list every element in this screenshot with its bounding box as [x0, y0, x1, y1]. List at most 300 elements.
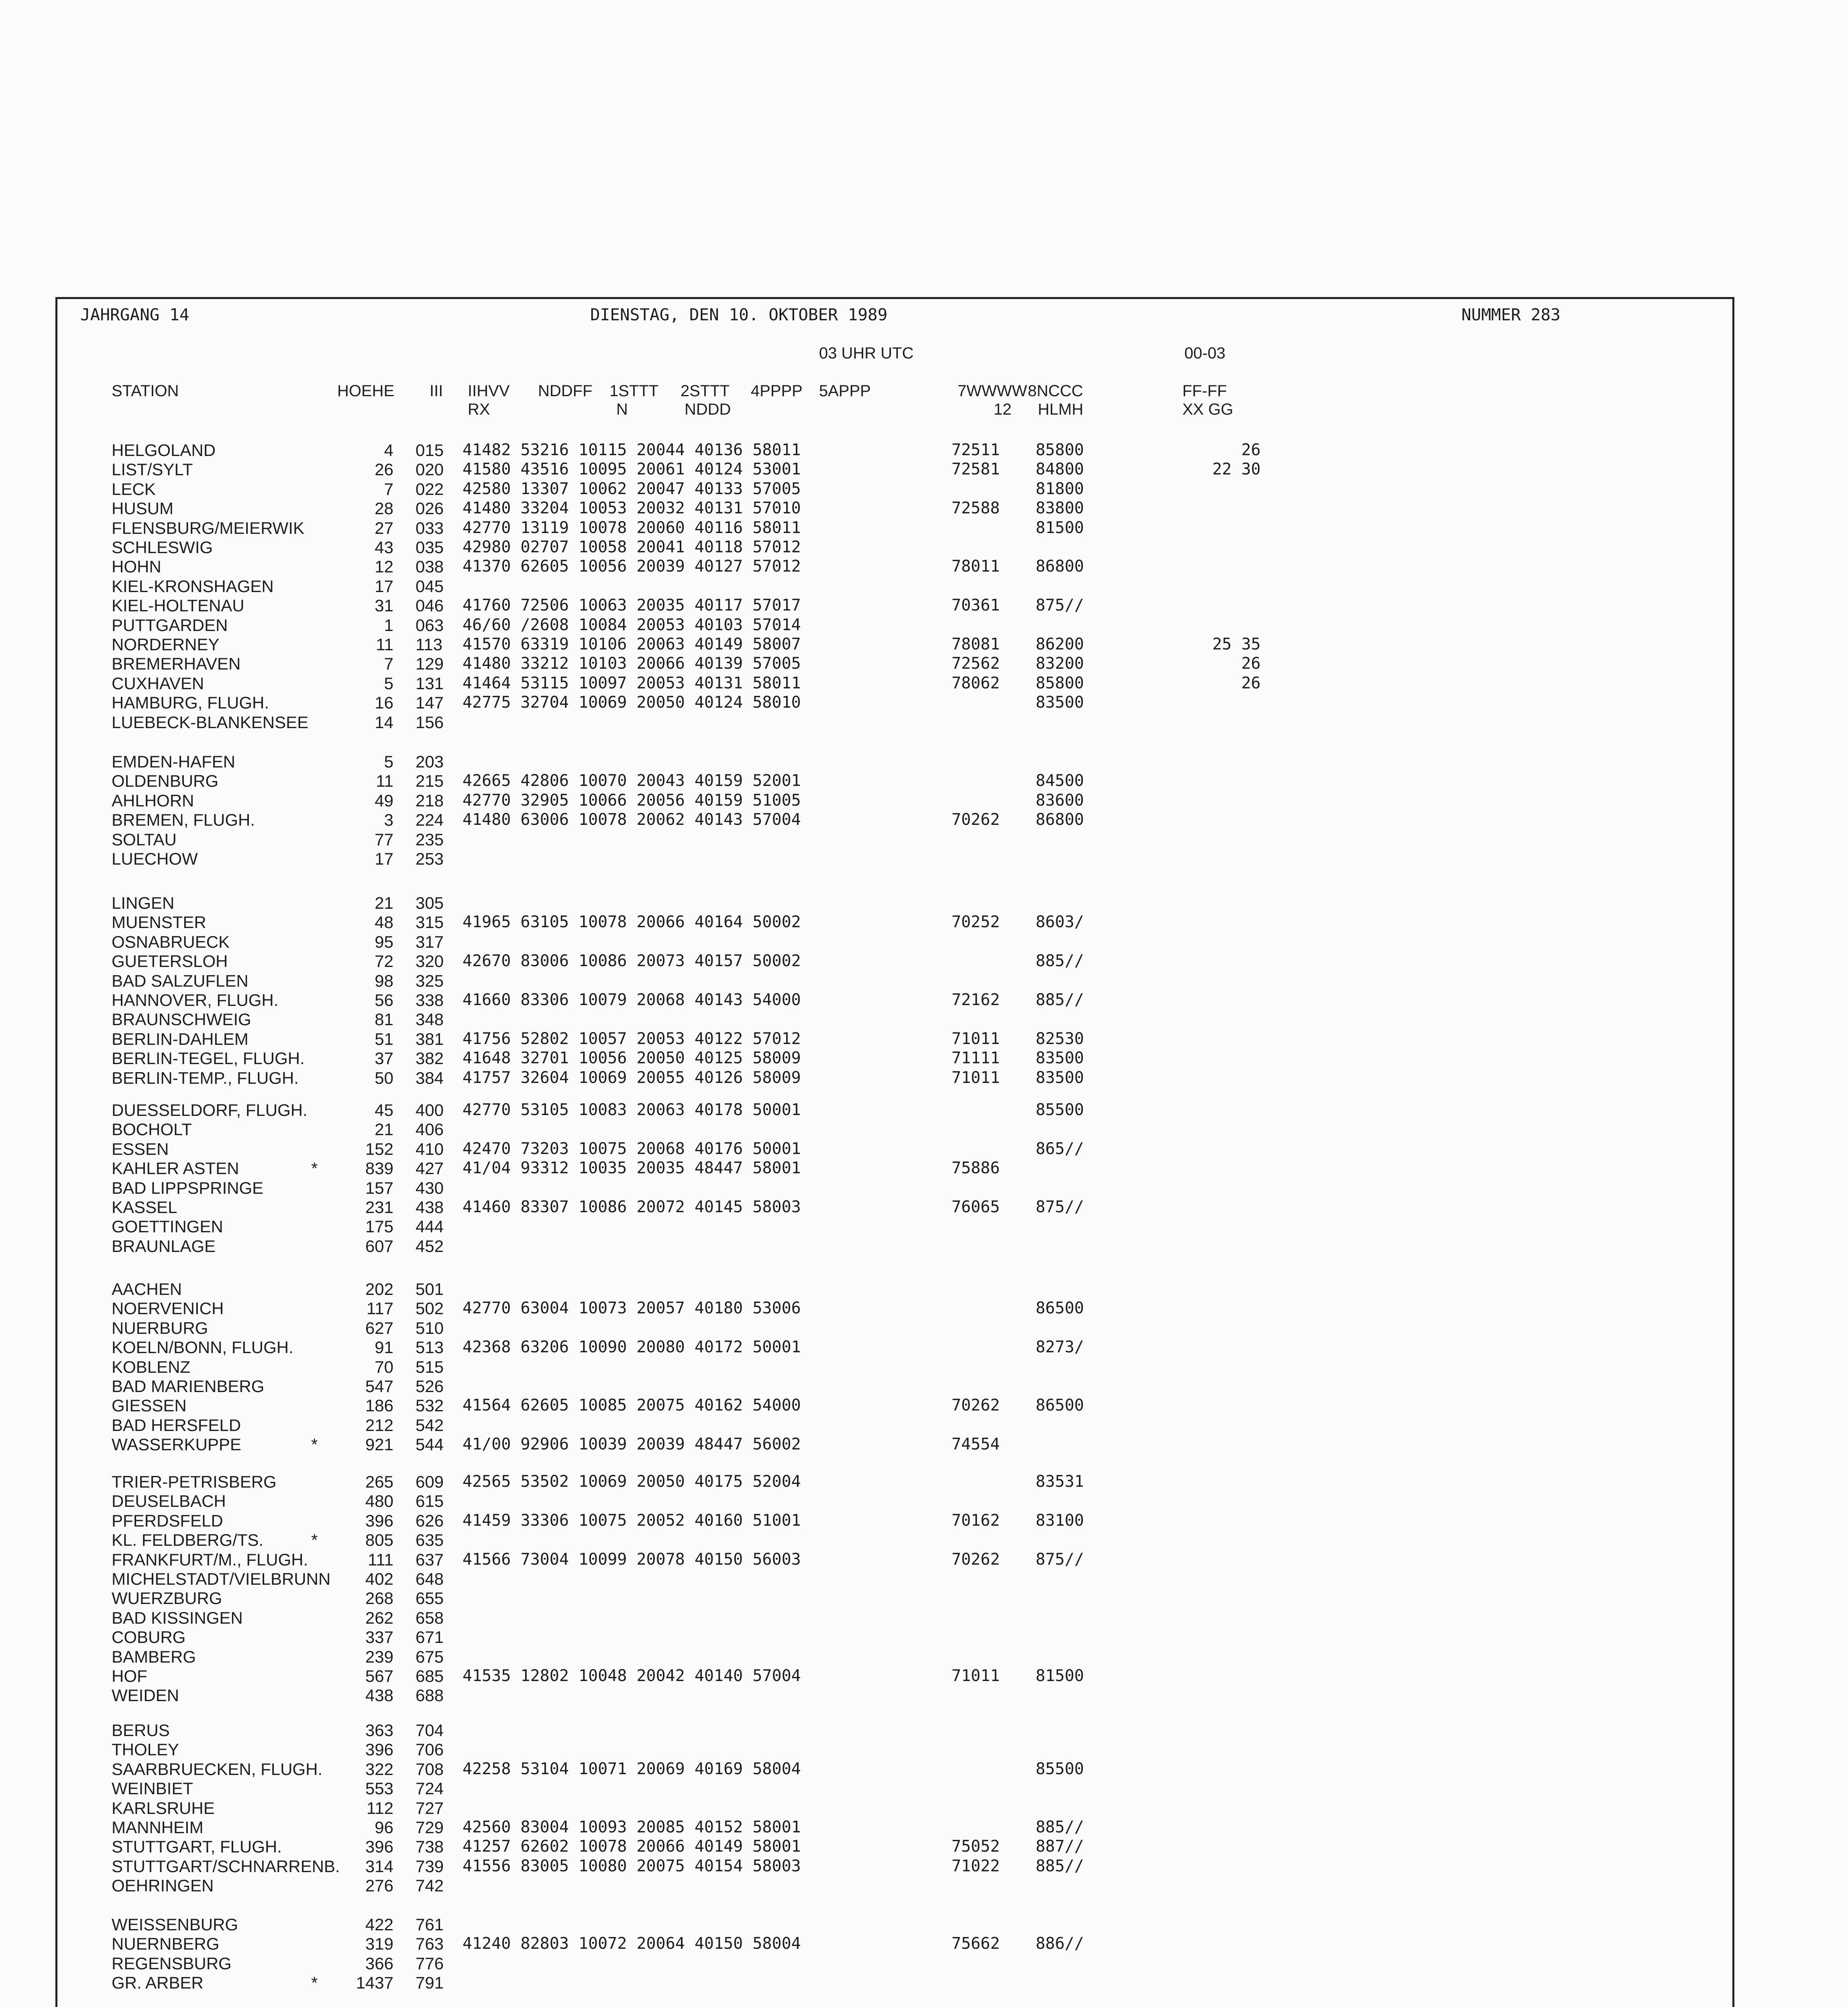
station-height: 337 [365, 1628, 393, 1647]
col-2sttt-header: 2STTT [681, 382, 730, 400]
station-name: BAD HERSFELD [112, 1415, 241, 1435]
station-number: 532 [416, 1396, 444, 1415]
station-height: 11 [376, 771, 393, 791]
station-height: 77 [375, 830, 393, 849]
cloud-group: 83800 [1035, 499, 1084, 518]
station-number: 615 [416, 1492, 444, 1511]
table-row [0, 952, 1848, 971]
station-number: 022 [416, 479, 444, 499]
station-height: 72 [375, 952, 393, 971]
station-name: AHLHORN [112, 791, 194, 810]
station-number: 129 [416, 654, 444, 674]
station-number: 218 [416, 791, 444, 810]
table-row [0, 693, 1848, 712]
station-name: THOLEY [112, 1740, 179, 1759]
station-number: 325 [416, 971, 444, 990]
synop-groups: 41482 53216 10115 20044 40136 58011 [463, 441, 801, 459]
synop-groups: 42258 53104 10071 20069 40169 58004 [463, 1759, 801, 1778]
table-row [0, 913, 1848, 932]
table-row [0, 1069, 1848, 1088]
station-name: NUERBURG [112, 1318, 208, 1337]
station-name: GR. ARBER [112, 1973, 204, 1993]
synop-groups: 41756 52802 10057 20053 40122 57012 [463, 1029, 801, 1048]
col-7wwww-header: 7WWWW [958, 382, 1027, 400]
station-number: 658 [416, 1608, 444, 1627]
table-row [0, 499, 1848, 518]
table-row [0, 1779, 1848, 1798]
synop-groups: 41/00 92906 10039 20039 48447 56002 [463, 1435, 801, 1454]
station-height: 96 [375, 1818, 393, 1837]
table-row [0, 1159, 1848, 1178]
station-height: 51 [375, 1029, 393, 1048]
table-row [0, 1531, 1848, 1550]
table-row [0, 1217, 1848, 1236]
bergstation-marker: * [311, 1435, 318, 1454]
station-name: WEISSENBURG [112, 1915, 238, 1934]
station-name: SOLTAU [112, 830, 177, 849]
date-label: DIENSTAG, DEN 10. OKTOBER 1989 [590, 305, 888, 324]
table-row [0, 1721, 1848, 1740]
cloud-group: 81800 [1035, 479, 1084, 498]
synop-groups: 42670 83006 10086 20073 40157 50002 [463, 952, 801, 971]
col-4pppp-header: 4PPPP [751, 382, 803, 400]
station-name: KOELN/BONN, FLUGH. [112, 1338, 293, 1357]
synop-groups: 42770 63004 10073 20057 40180 53006 [463, 1299, 801, 1318]
station-number: 215 [416, 771, 444, 791]
synop-groups: 41760 72506 10063 20035 40117 57017 [463, 596, 801, 615]
synop-groups: 41480 63006 10078 20062 40143 57004 [463, 810, 801, 829]
station-number: 033 [416, 518, 444, 537]
cloud-group: 84800 [1035, 460, 1084, 479]
table-row [0, 1857, 1848, 1876]
table-row [0, 557, 1848, 576]
station-height: 547 [365, 1377, 393, 1396]
weather-group: 71011 [952, 1667, 1000, 1685]
synop-groups: 41580 43516 10095 20061 40124 53001 [463, 460, 801, 479]
table-row [0, 654, 1848, 674]
weather-group: 72588 [952, 499, 1000, 518]
weather-group: 70262 [952, 1396, 1000, 1415]
station-height: 396 [365, 1511, 393, 1530]
station-number: 046 [416, 596, 444, 615]
station-number: 038 [416, 557, 444, 576]
jahrgang-label: JAHRGANG 14 [80, 305, 189, 324]
station-height: 276 [365, 1876, 393, 1895]
weather-group: 71011 [952, 1068, 1000, 1087]
table-row [0, 1377, 1848, 1396]
gust-group: 26 [1241, 441, 1261, 459]
station-name: GIESSEN [112, 1396, 187, 1415]
cloud-group: 83200 [1035, 654, 1084, 673]
station-height: 553 [365, 1779, 393, 1798]
station-number: 410 [416, 1139, 444, 1158]
station-name: ESSEN [112, 1139, 169, 1158]
station-number: 338 [416, 991, 444, 1010]
table-row [0, 752, 1848, 771]
synop-groups: 41566 73004 10099 20078 40150 56003 [463, 1550, 801, 1569]
station-name: LUEBECK-BLANKENSEE [112, 712, 309, 732]
station-name: BERUS [112, 1721, 170, 1740]
synop-groups: 41757 32604 10069 20055 40126 58009 [463, 1068, 801, 1087]
col-iii-header: III [430, 382, 443, 400]
weather-group: 78062 [952, 674, 1000, 692]
station-name: LUECHOW [112, 849, 198, 868]
cloud-group: 865// [1035, 1139, 1084, 1158]
table-row [0, 1876, 1848, 1895]
weather-group: 75052 [952, 1837, 1000, 1856]
col-xxgg-header: XX GG [1182, 401, 1233, 418]
station-number: 203 [416, 752, 444, 771]
station-number: 501 [416, 1280, 444, 1299]
col-12-header: 12 [994, 401, 1012, 418]
table-row [0, 932, 1848, 952]
cloud-group: 885// [1035, 952, 1084, 971]
station-height: 319 [365, 1934, 393, 1954]
station-number: 708 [416, 1759, 444, 1779]
station-number: 763 [416, 1934, 444, 1954]
station-number: 671 [416, 1628, 444, 1647]
station-name: DUESSELDORF, FLUGH. [112, 1101, 308, 1120]
station-number: 156 [416, 712, 444, 732]
station-name: BREMERHAVEN [112, 654, 241, 674]
station-name: OEHRINGEN [112, 1876, 214, 1895]
station-name: HOHN [112, 557, 161, 576]
station-name: GOETTINGEN [112, 1217, 223, 1236]
station-name: PFERDSFELD [112, 1511, 223, 1530]
cloud-group: 885// [1035, 1818, 1084, 1836]
station-name: COBURG [112, 1628, 186, 1647]
table-row [0, 1198, 1848, 1217]
station-number: 305 [416, 894, 444, 912]
table-row [0, 810, 1848, 830]
table-row [0, 1740, 1848, 1759]
station-height: 921 [365, 1435, 393, 1454]
station-height: 839 [365, 1159, 393, 1178]
station-name: HAMBURG, FLUGH. [112, 693, 269, 712]
cloud-group: 86500 [1035, 1299, 1084, 1318]
table-row [0, 849, 1848, 869]
station-height: 239 [365, 1647, 393, 1666]
station-number: 348 [416, 1010, 444, 1029]
station-number: 761 [416, 1915, 444, 1934]
table-row [0, 1049, 1848, 1068]
table-row [0, 1416, 1848, 1435]
table-row [0, 991, 1848, 1010]
station-height: 5 [384, 752, 393, 771]
station-number: 035 [416, 538, 444, 557]
station-number: 317 [416, 932, 444, 951]
cloud-group: 83100 [1035, 1511, 1084, 1530]
station-number: 542 [416, 1415, 444, 1435]
station-number: 045 [416, 576, 444, 596]
synop-groups: 41/04 93312 10035 20035 48447 58001 [463, 1159, 801, 1178]
cloud-group: 83531 [1035, 1472, 1084, 1491]
synop-groups: 42665 42806 10070 20043 40159 52001 [463, 771, 801, 790]
table-row [0, 635, 1848, 654]
station-number: 776 [416, 1954, 444, 1973]
synop-groups: 41464 53115 10097 20053 40131 58011 [463, 674, 801, 692]
station-name: BAD KISSINGEN [112, 1608, 243, 1627]
synop-groups: 42580 13307 10062 20047 40133 57005 [463, 479, 801, 498]
station-name: BRAUNSCHWEIG [112, 1010, 251, 1029]
station-height: 37 [375, 1049, 393, 1068]
cloud-group: 83500 [1035, 693, 1084, 712]
station-height: 26 [375, 460, 393, 479]
bergstation-marker: * [311, 1531, 318, 1550]
station-name: NUERNBERG [112, 1934, 220, 1954]
cloud-group: 875// [1035, 1550, 1084, 1569]
station-name: BRAUNLAGE [112, 1236, 216, 1256]
station-name: BAD LIPPSPRINGE [112, 1178, 264, 1197]
cloud-group: 885// [1035, 991, 1084, 1009]
table-row [0, 1550, 1848, 1569]
weather-group: 72562 [952, 654, 1000, 673]
table-row [0, 1140, 1848, 1159]
station-name: NOERVENICH [112, 1299, 224, 1318]
table-row [0, 1472, 1848, 1492]
cloud-group: 83600 [1035, 791, 1084, 810]
synop-groups: 41648 32701 10056 20050 40125 58009 [463, 1049, 801, 1068]
station-name: SAARBRUECKEN, FLUGH. [112, 1759, 323, 1779]
station-height: 396 [365, 1837, 393, 1856]
station-number: 675 [416, 1647, 444, 1666]
station-name: FRANKFURT/M., FLUGH. [112, 1550, 308, 1569]
station-number: 400 [416, 1101, 444, 1120]
station-number: 444 [416, 1217, 444, 1236]
station-number: 685 [416, 1667, 444, 1685]
station-name: REGENSBURG [112, 1954, 232, 1973]
cloud-group: 85800 [1035, 674, 1084, 692]
weather-group: 75662 [952, 1934, 1000, 1953]
table-row [0, 1973, 1848, 1993]
station-number: 655 [416, 1589, 444, 1608]
station-height: 45 [375, 1101, 393, 1120]
station-number: 063 [416, 615, 444, 635]
station-name: STUTTGART/SCHNARRENB. [112, 1856, 340, 1876]
col-n-header: N [616, 401, 628, 418]
synop-groups: 42565 53502 10069 20050 40175 52004 [463, 1472, 801, 1491]
station-height: 1 [384, 615, 393, 635]
station-name: BAD SALZUFLEN [112, 971, 249, 990]
station-height: 48 [375, 913, 393, 932]
station-number: 688 [416, 1686, 444, 1705]
station-name: FLENSBURG/MEIERWIK [112, 518, 304, 537]
weather-group: 71111 [952, 1049, 1000, 1068]
station-height: 21 [375, 1120, 393, 1139]
table-row [0, 1628, 1848, 1647]
table-row [0, 1280, 1848, 1299]
station-name: EMDEN-HAFEN [112, 752, 236, 771]
weather-group: 71011 [952, 1029, 1000, 1048]
station-height: 43 [375, 538, 393, 557]
cloud-group: 86800 [1035, 557, 1084, 576]
table-row [0, 971, 1848, 991]
cloud-group: 84500 [1035, 771, 1084, 790]
table-row [0, 1338, 1848, 1357]
table-row [0, 1760, 1848, 1779]
table-row [0, 1492, 1848, 1511]
synop-groups: 41570 63319 10106 20063 40149 58007 [463, 635, 801, 653]
station-number: 147 [416, 693, 444, 712]
station-height: 91 [375, 1338, 393, 1357]
cloud-group: 81500 [1035, 1667, 1084, 1685]
table-row [0, 1686, 1848, 1705]
station-height: 117 [367, 1299, 393, 1318]
station-name: CUXHAVEN [112, 674, 204, 693]
table-row [0, 441, 1848, 460]
table-row [0, 616, 1848, 635]
table-row [0, 1589, 1848, 1608]
station-height: 14 [375, 712, 393, 732]
table-row [0, 1608, 1848, 1628]
station-number: 648 [416, 1569, 444, 1588]
weather-group: 78011 [952, 557, 1000, 576]
col-station-header: STATION [112, 382, 179, 400]
synop-groups: 41257 62602 10078 20066 40149 58001 [463, 1837, 801, 1856]
gust-group: 25 35 [1212, 635, 1261, 653]
station-name: PUTTGARDEN [112, 615, 228, 635]
synop-groups: 42770 32905 10066 20056 40159 51005 [463, 791, 801, 810]
station-height: 627 [365, 1318, 393, 1337]
station-number: 526 [416, 1377, 444, 1396]
station-number: 015 [416, 441, 444, 460]
table-row [0, 1120, 1848, 1139]
table-row [0, 1319, 1848, 1338]
synop-groups: 42560 83004 10093 20085 40152 58001 [463, 1818, 801, 1836]
station-height: 175 [365, 1217, 393, 1236]
col-5appp-header: 5APPP [819, 382, 871, 400]
station-number: 438 [416, 1198, 444, 1217]
station-height: 17 [375, 576, 393, 596]
station-name: BAMBERG [112, 1647, 196, 1666]
station-height: 396 [365, 1740, 393, 1759]
station-number: 704 [416, 1721, 444, 1740]
cloud-group: 83500 [1035, 1068, 1084, 1087]
station-height: 95 [375, 932, 393, 951]
station-height: 112 [367, 1798, 393, 1818]
synop-groups: 41660 83306 10079 20068 40143 54000 [463, 991, 801, 1009]
station-height: 567 [365, 1667, 393, 1685]
station-number: 381 [416, 1029, 444, 1048]
table-row [0, 1299, 1848, 1318]
synop-groups: 41460 83307 10086 20072 40145 58003 [463, 1198, 801, 1216]
station-name: KIEL-KRONSHAGEN [112, 576, 274, 596]
col-8nccc-header: 8NCCC [1028, 382, 1083, 400]
station-name: DEUSELBACH [112, 1492, 226, 1511]
weather-group: 78081 [952, 635, 1000, 653]
station-number: 515 [416, 1357, 444, 1376]
station-name: GUETERSLOH [112, 952, 228, 971]
station-number: 635 [416, 1531, 444, 1550]
synop-groups: 41965 63105 10078 20066 40164 50002 [463, 913, 801, 932]
station-name: BERLIN-TEMP., FLUGH. [112, 1068, 299, 1087]
station-number: 626 [416, 1511, 444, 1530]
station-number: 738 [416, 1837, 444, 1856]
station-name: WUERZBURG [112, 1589, 222, 1608]
station-height: 5 [384, 674, 393, 693]
col-1sttt-header: 1STTT [609, 382, 659, 400]
station-number: 729 [416, 1818, 444, 1837]
table-row [0, 1396, 1848, 1415]
station-height: 7 [384, 479, 393, 499]
station-name: LIST/SYLT [112, 460, 193, 479]
cloud-group: 885// [1035, 1856, 1084, 1875]
gust-group: 22 30 [1212, 460, 1261, 479]
station-height: 157 [365, 1178, 393, 1197]
station-name: AACHEN [112, 1280, 182, 1299]
synop-groups: 42470 73203 10075 20068 40176 50001 [463, 1139, 801, 1158]
gust-group: 26 [1241, 674, 1261, 692]
station-height: 70 [375, 1357, 393, 1376]
station-height: 268 [365, 1589, 393, 1608]
table-row [0, 1837, 1848, 1856]
station-number: 406 [416, 1120, 444, 1139]
station-height: 111 [368, 1550, 393, 1569]
weather-group: 70262 [952, 1550, 1000, 1569]
station-name: HELGOLAND [112, 441, 216, 460]
station-name: OSNABRUECK [112, 932, 230, 951]
synop-groups: 41370 62605 10056 20039 40127 57012 [463, 557, 801, 576]
cloud-group: 83500 [1035, 1049, 1084, 1068]
station-name: NORDERNEY [112, 635, 220, 654]
station-name: BAD MARIENBERG [112, 1377, 265, 1396]
station-name: LINGEN [112, 894, 175, 912]
table-row [0, 480, 1848, 499]
table-row [0, 1954, 1848, 1973]
table-row [0, 830, 1848, 849]
station-height: 607 [365, 1236, 393, 1256]
table-row [0, 519, 1848, 538]
table-row [0, 894, 1848, 913]
table-row [0, 596, 1848, 615]
weather-group: 70252 [952, 913, 1000, 932]
col-hlmh-header: HLMH [1038, 401, 1084, 418]
station-number: 131 [416, 674, 444, 693]
gust-group: 26 [1241, 654, 1261, 673]
table-row [0, 713, 1848, 732]
station-name: MANNHEIM [112, 1818, 204, 1837]
station-name: WEIDEN [112, 1686, 179, 1705]
cloud-group: 887// [1035, 1837, 1084, 1856]
station-number: 224 [416, 810, 444, 830]
station-height: 314 [365, 1856, 393, 1876]
weather-group: 70262 [952, 810, 1000, 829]
station-number: 430 [416, 1178, 444, 1197]
station-height: 231 [365, 1198, 393, 1217]
table-row [0, 674, 1848, 693]
station-name: SCHLESWIG [112, 538, 213, 557]
col-ffff-header: FF-FF [1182, 382, 1227, 400]
weather-group: 72162 [952, 991, 1000, 1009]
station-height: 81 [375, 1010, 393, 1029]
synop-groups: 41480 33204 10053 20032 40131 57010 [463, 499, 801, 518]
station-height: 422 [365, 1915, 393, 1934]
table-row [0, 1101, 1848, 1120]
station-height: 212 [365, 1415, 393, 1435]
station-height: 11 [376, 635, 393, 654]
station-name: KOBLENZ [112, 1357, 191, 1376]
table-row [0, 577, 1848, 596]
table-row [0, 1030, 1848, 1049]
station-name: LECK [112, 479, 156, 499]
table-row [0, 1818, 1848, 1837]
cloud-group: 86800 [1035, 810, 1084, 829]
station-height: 56 [375, 991, 393, 1010]
station-name: KARLSRUHE [112, 1798, 215, 1818]
table-row [0, 1934, 1848, 1954]
weather-group: 71022 [952, 1856, 1000, 1875]
station-number: 637 [416, 1550, 444, 1569]
